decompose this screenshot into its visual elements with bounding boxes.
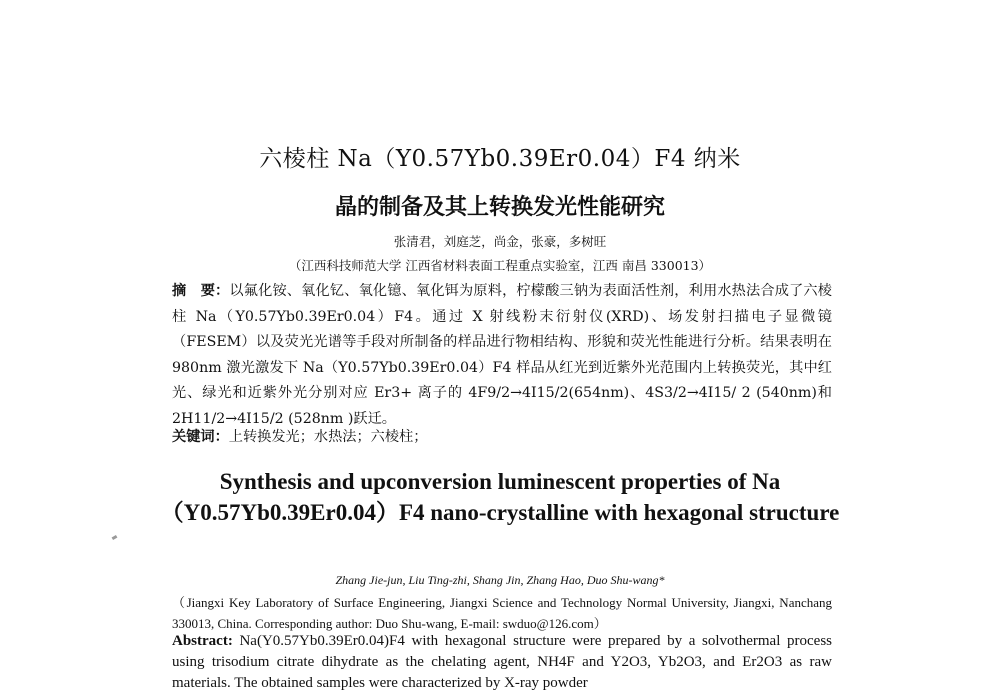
abstract-cn-text: 以氟化铵、氧化钇、氧化镱、氧化铒为原料，柠檬酸三钠为表面活性剂，利用水热法合成了六棱柱 Na（Y0.57Yb0.39Er0.04）F4。通过 X 射线粉末衍射仪(XRD)、场发射扫描电子显微镜（FESEM）以及荧光光谱等手段对所制备的样品进行物相结构、形貌和荧光性能进行分析。结果表明在 980nm 激光激发下 Na（Y0.57Yb0.39Er0.04）F4 样品从红光到近紫外光范围内上转换荧光，其中红光、绿光和近紫外光分别对应 Er3+ 离子的 4F9/2→4I15/2(654nm)、4S3/2→4I15/ 2 (540nm)和 2H11/2→4I15/2 (528nm )跃迁。 xyxy=(172,283,832,427)
abstract-en-label: Abstract: xyxy=(172,633,233,649)
affiliation-cn: （江西科技师范大学 江西省材料表面工程重点实验室，江西 南昌 330013） xyxy=(288,258,712,273)
affiliation-en: （Jiangxi Key Laboratory of Surface Engineering, Jiangxi Science and Technology Normal University, Jiangxi, Nanchang 330013, China. Corresponding author: Duo Shu-wang, E-mail: swduo@126.com） xyxy=(172,595,832,631)
authors-en: Zhang Jie-jun, Liu Ting-zhi, Shang Jin, Zhang Hao, Duo Shu-wang* xyxy=(335,573,665,587)
authors-cn: 张清君，刘庭芝，尚金，张豪，多树旺 xyxy=(393,234,607,249)
title-en: Synthesis and upconversion luminescent properties of Na（Y0.57Yb0.39Er0.04）F4 nano-crystalline with hexagonal structure xyxy=(160,469,840,525)
abstract-en xyxy=(172,631,832,694)
title-cn-line-2: 晶的制备及其上转换发光性能研究 xyxy=(334,195,665,220)
abstract-cn-label: 摘 要： xyxy=(172,283,230,299)
abstract-cn xyxy=(172,279,832,432)
keywords-cn-label: 关键词： xyxy=(172,429,229,445)
keywords-cn-text: 上转换发光；水热法；六棱柱； xyxy=(228,429,428,445)
keywords-cn xyxy=(172,425,832,451)
scan-speck xyxy=(112,535,118,540)
title-cn-line-1: 六棱柱 Na（Y0.57Yb0.39Er0.04）F4 纳米 xyxy=(259,146,741,172)
abstract-en-text: Na(Y0.57Yb0.39Er0.04)F4 with hexagonal structure were prepared by a solvothermal process using trisodium citrate dihydrate as the chelating agent, NH4F and Y2O3, Yb2O3, and Er2O3 as raw materials. The obtained samples were characterized by X-ray powder xyxy=(172,633,832,691)
